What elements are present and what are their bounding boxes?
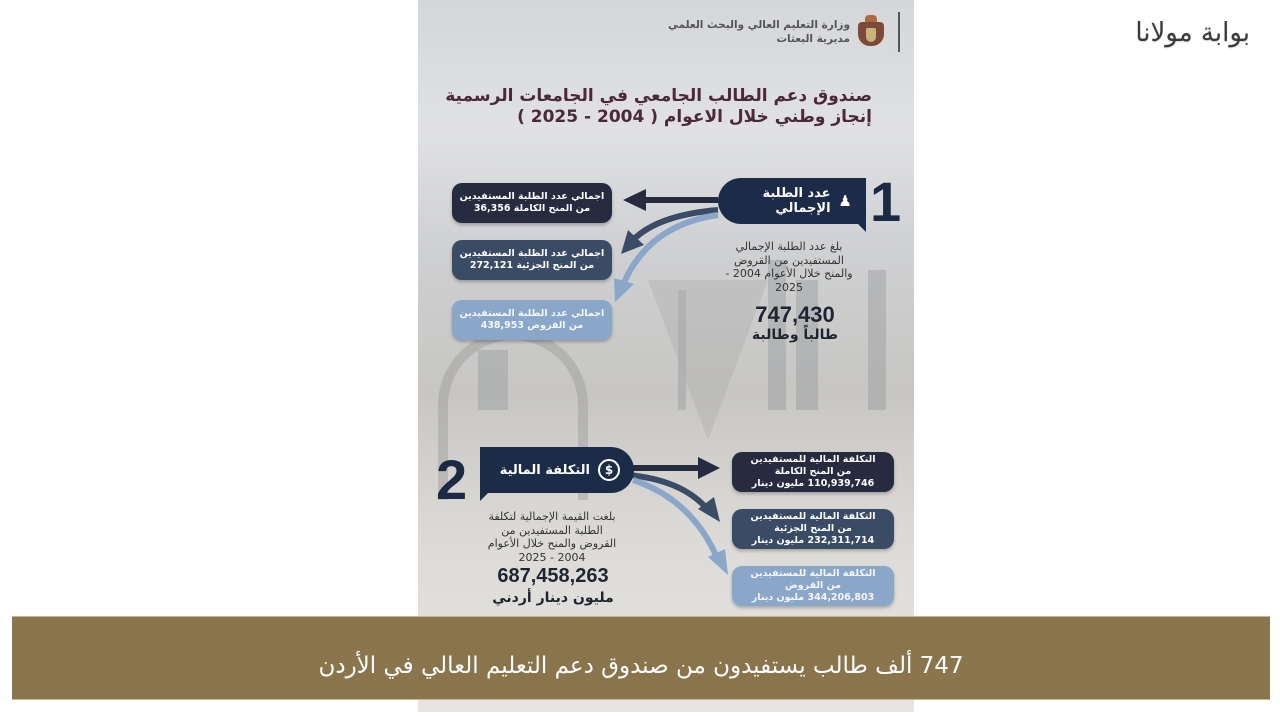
section1-number: 1	[870, 170, 902, 233]
box-line: اجمالي عدد الطلبة المستفيدين	[459, 191, 605, 202]
section1-total: 747,430	[755, 302, 835, 327]
section1-description: بلغ عدد الطلبة الإجمالي المستفيدين من القروض والمنح خلال الأعوام 2004 - 2025	[725, 240, 853, 294]
section1-box-partial-grants	[452, 240, 612, 280]
section1-box-loans	[452, 300, 612, 340]
section2-header	[480, 447, 634, 493]
section2-total: 687,458,263	[497, 565, 609, 587]
section2-box-loans	[732, 566, 894, 606]
caption-text[interactable]: 747 ألف طالب يستفيدون من صندوق دعم التعليم العالي في الأردن	[318, 653, 964, 679]
box-line: من القروض 438,953	[480, 320, 584, 331]
box-line: التكلفة المالية للمستفيدين	[750, 454, 876, 465]
box-line: 232,311,714 مليون دينار	[751, 535, 875, 546]
ministry-line1: وزارة التعليم العالي والبحث العلمي	[667, 19, 850, 31]
site-logo[interactable]: بوابة مولانا	[1135, 18, 1250, 48]
box-line: من القروض	[785, 580, 841, 591]
ministry-header	[668, 12, 900, 52]
dollar-icon: $	[598, 459, 620, 481]
box-line: التكلفة المالية للمستفيدين	[750, 511, 876, 522]
section2-number: 2	[436, 448, 468, 511]
ministry-line2: مديرية البعثات	[776, 33, 850, 45]
section1-header-label: عدد الطلبة الإجمالي	[762, 186, 831, 216]
section2-unit: مليون دينار أردني	[492, 590, 614, 606]
caption-banner[interactable]	[12, 616, 1270, 700]
section1-header	[718, 178, 866, 224]
title-line1: صندوق دعم الطالب الجامعي في الجامعات الرسمية	[445, 86, 872, 106]
students-icon: ♟	[838, 192, 852, 210]
section2-description: بلغت القيمة الإجمالية لتكلفة الطلبة المستفيدين من القروض والمنح خلال الأعوام 2004 - 2025	[487, 510, 617, 564]
box-line: اجمالي عدد الطلبة المستفيدين	[459, 308, 605, 319]
section2-box-full-grants	[732, 452, 894, 492]
box-line: اجمالي عدد الطلبة المستفيدين	[459, 248, 605, 259]
box-line: التكلفة المالية للمستفيدين	[750, 568, 876, 579]
header-divider	[898, 12, 900, 52]
section2-box-partial-grants	[732, 509, 894, 549]
infographic-image	[418, 0, 914, 712]
box-line: من المنح الكاملة 36,356	[473, 203, 591, 214]
infographic-title	[445, 86, 872, 128]
box-line: 110,939,746 مليون دينار	[751, 478, 875, 489]
ministry-name	[668, 18, 850, 46]
title-line2: إنجاز وطني خلال الاعوام ( 2004 - 2025 )	[517, 107, 872, 127]
box-line: من المنح الجزئية 272,121	[469, 260, 595, 271]
box-line: من المنح الجزئية	[774, 523, 852, 534]
box-line: من المنح الكاملة	[774, 466, 852, 477]
section1-box-full-grants	[452, 183, 612, 223]
section1-unit: طالباً وطالبة	[751, 327, 839, 343]
section2-header-label: التكلفة المالية	[499, 462, 590, 478]
box-line: 344,206,803 مليون دينار	[751, 592, 875, 603]
jordan-coat-of-arms-icon	[856, 15, 886, 49]
